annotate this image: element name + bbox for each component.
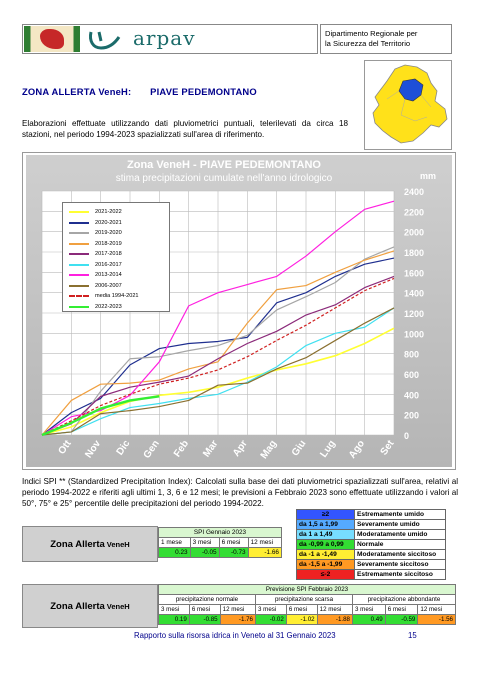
class-label: Estremamente umido <box>355 510 446 520</box>
legend-swatch <box>69 222 89 224</box>
spi-period-cell: 6 mesi <box>219 538 248 548</box>
legend-label: 2020-2021 <box>95 219 122 226</box>
forecast-value: -1.76 <box>220 615 255 625</box>
x-tick-label: Feb <box>171 438 192 460</box>
legend-item <box>69 207 169 217</box>
legend-label: media 1994-2021 <box>95 293 139 299</box>
class-range: da -1,5 a -1,99 <box>297 560 355 570</box>
class-label: Moderatamente siccitoso <box>355 550 446 560</box>
zone-place: PIAVE PEDEMONTANO <box>150 86 257 97</box>
spi-period-cell: 1 mese <box>159 538 191 548</box>
spi-class-legend <box>296 509 446 580</box>
region-map <box>364 60 452 150</box>
header-logo <box>22 24 318 54</box>
forecast-value: 0.49 <box>353 615 386 625</box>
legend-item <box>69 218 169 228</box>
spi-forecast-table <box>158 584 456 625</box>
forecast-period: 12 mesi <box>317 605 352 615</box>
forecast-value: -0.59 <box>385 615 418 625</box>
chart-legend <box>62 202 170 312</box>
legend-item <box>69 260 169 270</box>
forecast-value: -1.02 <box>286 615 317 625</box>
class-row <box>297 530 446 540</box>
spi-periods-row <box>159 538 282 548</box>
legend-label: 2022-2023 <box>95 303 122 310</box>
class-row <box>297 560 446 570</box>
legend-item <box>69 302 169 312</box>
legend-label: 2016-2017 <box>95 261 122 268</box>
class-row <box>297 510 446 520</box>
y-tick-label: 2200 <box>404 207 425 218</box>
brand-name: arpav <box>133 26 196 50</box>
legend-swatch <box>69 243 89 245</box>
prev-header: Previsione SPI Febbraio 2023 <box>159 585 456 595</box>
x-tick-label: Gen <box>141 438 162 461</box>
footer-text: Rapporto sulla risorsa idrica in Veneto al 31 Gennaio 2023 <box>134 631 336 640</box>
y-tick-label: 2000 <box>404 227 425 238</box>
legend-item <box>69 291 169 301</box>
y-tick-label: 0 <box>404 431 410 441</box>
y-axis-unit: mm <box>420 171 437 181</box>
forecast-period: 6 mesi <box>385 605 418 615</box>
prev-values-row <box>159 615 456 625</box>
legend-item <box>69 239 169 249</box>
region-logo-icon <box>24 26 80 52</box>
y-tick-label: 1000 <box>404 329 425 340</box>
legend-swatch <box>69 274 89 276</box>
class-label: Severamente siccitoso <box>355 560 446 570</box>
zone-title <box>22 86 257 97</box>
forecast-value: -1.88 <box>317 615 352 625</box>
legend-swatch <box>69 211 89 213</box>
x-tick-label: Mar <box>201 438 221 460</box>
x-tick-label: Lug <box>318 438 338 460</box>
legend-label: 2019-2020 <box>95 230 122 236</box>
forecast-group: precipitazione normale <box>159 595 256 605</box>
x-tick-label: Set <box>378 438 397 458</box>
y-tick-label: 1800 <box>404 248 425 258</box>
legend-item <box>69 281 169 291</box>
lion-emblem-icon <box>40 29 64 49</box>
spi-january-table <box>158 527 282 558</box>
spi-value-cell: 0.23 <box>159 548 191 558</box>
prev-zone-code: VeneH <box>106 601 130 611</box>
x-tick-label: Dic <box>114 438 133 458</box>
legend-swatch <box>69 253 89 255</box>
legend-label: 2018-2019 <box>95 240 122 247</box>
y-tick-label: 600 <box>404 370 420 380</box>
class-range: da 1,5 a 1,99 <box>297 520 355 530</box>
spi-zone-label <box>22 526 158 562</box>
legend-label: 2006-2007 <box>95 282 122 289</box>
spi-header: SPI Gennaio 2023 <box>159 528 282 538</box>
legend-label: 2017-2018 <box>95 251 122 257</box>
class-range: ≥2 <box>297 510 355 520</box>
prev-groups-row <box>159 595 456 605</box>
class-row <box>297 540 446 550</box>
class-row <box>297 550 446 560</box>
prev-periods-row <box>159 605 456 615</box>
spi-zone-text: Zona Allerta <box>50 538 105 550</box>
spi-paragraph: Indici SPI ** (Standardized Precipitation Index): Calcolati sulla base dei dati pluviometrici spazializzati sull'area, relativi al periodo 1994-2022 e riferiti agli ultimi 1, 3, 6 e 12 mesi; le previsioni a Febbraio 2023 sono effettuate utilizzando i valori al 50°, 75° e 25° percentile delle precipitazioni del periodo 1994-2022. <box>22 477 458 508</box>
spi-value-cell: -1.66 <box>248 548 281 558</box>
class-range: da -1 a -1,49 <box>297 550 355 560</box>
forecast-value: -1.56 <box>418 615 456 625</box>
forecast-period: 12 mesi <box>220 605 255 615</box>
forecast-group: precipitazione abbondante <box>353 595 456 605</box>
spi-value-cell: -0.73 <box>219 548 248 558</box>
y-tick-label: 800 <box>404 349 420 360</box>
class-range: ≤-2 <box>297 570 355 580</box>
legend-swatch <box>69 232 89 234</box>
x-tick-label: Ago <box>346 438 368 461</box>
legend-label: 2013-2014 <box>95 272 122 278</box>
forecast-period: 6 mesi <box>189 605 220 615</box>
class-row <box>297 570 446 580</box>
chart-subtitle: stima precipitazioni cumulate nell'anno idrologico <box>115 173 333 184</box>
legend-swatch <box>69 264 89 266</box>
forecast-value: -0.85 <box>189 615 220 625</box>
legend-item <box>69 270 169 280</box>
legend-item <box>69 249 169 259</box>
forecast-value: 0.19 <box>159 615 190 625</box>
class-label: Normale <box>355 540 446 550</box>
forecast-period: 3 mesi <box>353 605 386 615</box>
legend-item <box>69 228 169 238</box>
zone-label: ZONA ALLERTA VeneH: <box>22 86 132 97</box>
class-label: Severamente umido <box>355 520 446 530</box>
page-number: 15 <box>408 631 417 640</box>
y-tick-label: 1200 <box>404 309 425 319</box>
x-tick-label: Nov <box>83 438 104 461</box>
forecast-value: -0.02 <box>256 615 287 625</box>
y-tick-label: 2400 <box>404 187 425 197</box>
y-tick-label: 200 <box>404 410 420 421</box>
intro-paragraph: Elaborazioni effettuate utilizzando dati pluviometrici puntuali, telerilevati da circa 18 stazioni, nel periodo 1994-2023 spazializzati sull'area di riferimento. <box>22 119 348 139</box>
legend-swatch <box>69 306 89 308</box>
chart-title: Zona VeneH - PIAVE PEDEMONTANO <box>127 159 321 171</box>
prev-zone-text: Zona Allerta <box>50 600 105 612</box>
legend-swatch <box>69 295 89 297</box>
department-line2: la Sicurezza del Territorio <box>325 39 411 48</box>
forecast-period: 3 mesi <box>159 605 190 615</box>
x-tick-label: Giu <box>289 438 309 459</box>
class-row <box>297 520 446 530</box>
forecast-period: 3 mesi <box>256 605 287 615</box>
x-tick-label: Apr <box>230 438 250 459</box>
spi-zone-code: VeneH <box>106 539 130 549</box>
spi-period-cell: 12 mesi <box>248 538 281 548</box>
x-tick-label: Mag <box>258 438 280 462</box>
veneto-map-icon <box>365 61 453 151</box>
forecast-group: precipitazione scarsa <box>256 595 353 605</box>
department-line1: Dipartimento Regionale per <box>325 29 418 38</box>
arpav-mark-icon <box>85 29 125 51</box>
class-range: da 1 a 1,49 <box>297 530 355 540</box>
prev-zone-label <box>22 584 158 628</box>
class-range: da -0,99 a 0,99 <box>297 540 355 550</box>
y-tick-label: 1600 <box>404 268 425 279</box>
y-tick-label: 400 <box>404 390 420 401</box>
legend-label: 2021-2022 <box>95 209 122 215</box>
spi-values-row <box>159 548 282 558</box>
class-label: Estremamente siccitoso <box>355 570 446 580</box>
department-box <box>320 24 452 54</box>
spi-period-cell: 3 mesi <box>190 538 219 548</box>
y-tick-label: 1400 <box>404 288 425 299</box>
spi-value-cell: -0.05 <box>190 548 219 558</box>
forecast-period: 6 mesi <box>286 605 317 615</box>
forecast-period: 12 mesi <box>418 605 456 615</box>
legend-swatch <box>69 285 89 287</box>
class-label: Moderatamente umido <box>355 530 446 540</box>
x-tick-label: Ott <box>56 438 74 457</box>
